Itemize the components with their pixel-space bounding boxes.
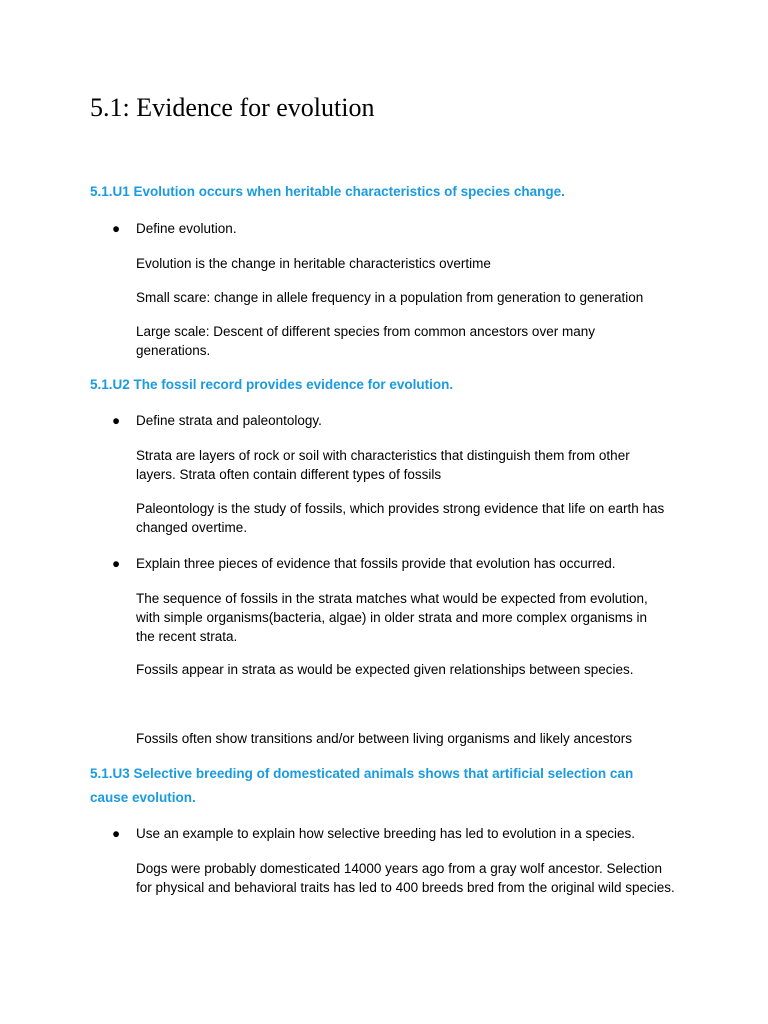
page-title: 5.1: Evidence for evolution bbox=[90, 93, 375, 122]
question-prompt: Define strata and paleontology. bbox=[136, 413, 322, 428]
answer-text: Small scare: change in allele frequency in a population from generation to generation bbox=[136, 290, 644, 305]
answer-text: Fossils often show transitions and/or between living organisms and likely ancestors bbox=[136, 731, 632, 746]
bullet-icon: ● bbox=[112, 826, 121, 841]
answer-text: Evolution is the change in heritable characteristics overtime bbox=[136, 256, 491, 271]
answer-text: Dogs were probably domesticated 14000 years ago from a gray wolf ancestor. Selection for physical and behavioral traits has led to 400 breeds bred from the original wild species. bbox=[136, 861, 675, 895]
question-prompt: Use an example to explain how selective breeding has led to evolution in a species. bbox=[136, 826, 636, 841]
question-prompt: Define evolution. bbox=[136, 221, 237, 236]
section-heading-u1: 5.1.U1 Evolution occurs when heritable characteristics of species change. bbox=[90, 184, 565, 199]
section-heading-u3: 5.1.U3 Selective breeding of domesticated animals shows that artificial selection can cause evolution. bbox=[90, 766, 634, 805]
question-prompt: Explain three pieces of evidence that fossils provide that evolution has occurred. bbox=[136, 556, 616, 571]
bullet-icon: ● bbox=[112, 221, 121, 236]
bullet-icon: ● bbox=[112, 556, 121, 571]
section-heading-u2: 5.1.U2 The fossil record provides evidence for evolution. bbox=[90, 377, 454, 392]
answer-text: The sequence of fossils in the strata matches what would be expected from evolution, with simple organisms(bacteria, algae) in older strata and more complex organisms in the recent strata. bbox=[136, 591, 648, 644]
answer-text: Paleontology is the study of fossils, which provides strong evidence that life on earth has changed overtime. bbox=[136, 501, 665, 535]
answer-text: Strata are layers of rock or soil with characteristics that distinguish them from other layers. Strata often contain different types of fossils bbox=[136, 448, 630, 482]
answer-text: Fossils appear in strata as would be expected given relationships between species. bbox=[136, 662, 634, 677]
bullet-icon: ● bbox=[112, 413, 121, 428]
answer-text: Large scale: Descent of different species from common ancestors over many generations. bbox=[136, 324, 595, 358]
